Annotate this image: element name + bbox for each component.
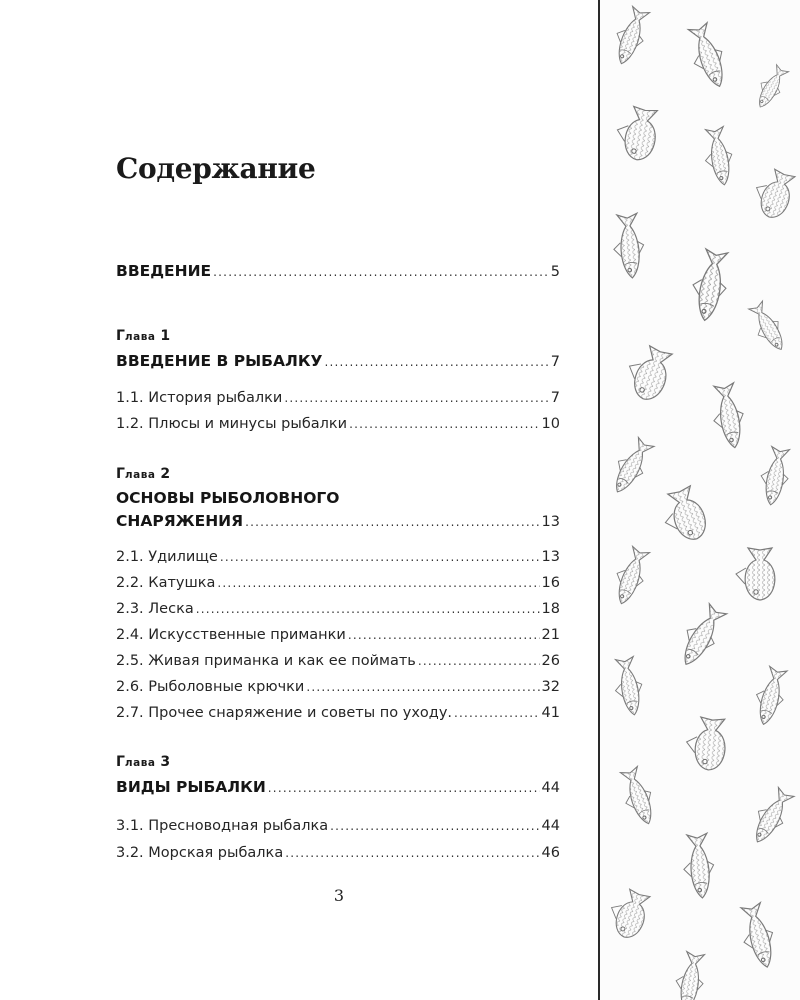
toc-entry-2-5[interactable] [116, 653, 560, 669]
toc-entry-label: СНАРЯЖЕНИЯ [116, 512, 244, 530]
toc-entry-label: 1.1. История рыбалки [116, 390, 283, 406]
toc-entry-label: ВИДЫ РЫБАЛКИ [116, 778, 266, 796]
toc-entry-page: 44 [541, 818, 560, 834]
toc-entry-page: 46 [541, 845, 560, 861]
dot-leader [348, 628, 540, 642]
toc-entry-label: 2.6. Рыболовные крючки [116, 679, 305, 695]
toc-entry-label: 2.3. Леска [116, 601, 194, 617]
toc-entry-label: ВВЕДЕНИЕ [116, 262, 212, 280]
dot-leader [349, 417, 539, 431]
dot-leader [324, 355, 548, 369]
page-number: 3 [333, 886, 345, 905]
toc-entry-page: 18 [541, 601, 560, 617]
toc-entry-label: 3.2. Морская рыбалка [116, 845, 284, 861]
toc-entry-page: 26 [541, 653, 560, 669]
dot-leader [268, 781, 540, 795]
toc-entry-2-3[interactable] [116, 601, 560, 617]
toc-entry-label: 2.7. Прочее снаряжение и советы по уходу. [116, 705, 453, 721]
toc-entry-2-2[interactable] [116, 575, 560, 591]
toc-entry-label: 2.2. Катушка [116, 575, 216, 591]
page-title: Содержание [116, 152, 316, 185]
toc-entry-label: 2.4. Искусственные приманки [116, 627, 346, 643]
toc-entry-page: 44 [541, 780, 560, 796]
toc-entry-page: 5 [550, 264, 560, 280]
dot-leader [285, 846, 539, 860]
toc-entry-page: 16 [541, 575, 560, 591]
toc-entry-label: 2.1. Удилище [116, 549, 218, 565]
toc-entry-page: 41 [541, 705, 560, 721]
toc-entry-page: 7 [550, 390, 560, 406]
chapter-label-1: Глава 1 [116, 328, 171, 344]
dot-leader [454, 706, 540, 720]
toc-entry-label: 2.5. Живая приманка и как ее поймать [116, 653, 416, 669]
chapter-label-2: Глава 2 [116, 466, 171, 482]
toc-chapter-2[interactable] [116, 512, 560, 530]
toc-entry-2-6[interactable] [116, 679, 560, 695]
toc-entry-intro[interactable] [116, 262, 560, 280]
toc-chapter-3[interactable] [116, 778, 560, 796]
toc-entry-page: 32 [541, 679, 560, 695]
toc-entry-label: 3.1. Пресноводная рыбалка [116, 818, 329, 834]
dot-leader [245, 515, 539, 529]
fish-pattern-icon [600, 0, 800, 1000]
dot-leader [220, 550, 540, 564]
toc-entry-2-4[interactable] [116, 627, 560, 643]
dot-leader [330, 819, 539, 833]
toc-entry-1-2[interactable] [116, 416, 560, 432]
toc-entry-page: 13 [541, 514, 560, 530]
dot-leader [418, 654, 540, 668]
toc-entry-label: ВВЕДЕНИЕ В РЫБАЛКУ [116, 352, 323, 370]
dot-leader [284, 391, 548, 405]
toc-chapter-1[interactable] [116, 352, 560, 370]
toc-entry-1-1[interactable] [116, 390, 560, 406]
toc-entry-page: 10 [541, 416, 560, 432]
dot-leader [213, 265, 549, 279]
toc-entry-page: 7 [550, 354, 560, 370]
toc-entry-label: 1.2. Плюсы и минусы рыбалки [116, 416, 348, 432]
toc-entry-2-1[interactable] [116, 549, 560, 565]
toc-chapter-2-line1[interactable]: ОСНОВЫ РЫБОЛОВНОГО [116, 489, 340, 507]
toc-entry-page: 21 [541, 627, 560, 643]
dot-leader [217, 576, 539, 590]
chapter-label-3: Глава 3 [116, 754, 171, 770]
toc-entry-2-7[interactable] [116, 705, 560, 721]
toc-entry-3-1[interactable] [116, 818, 560, 834]
dot-leader [306, 680, 539, 694]
dot-leader [196, 602, 540, 616]
toc-entry-3-2[interactable] [116, 845, 560, 861]
toc-entry-page: 13 [541, 549, 560, 565]
